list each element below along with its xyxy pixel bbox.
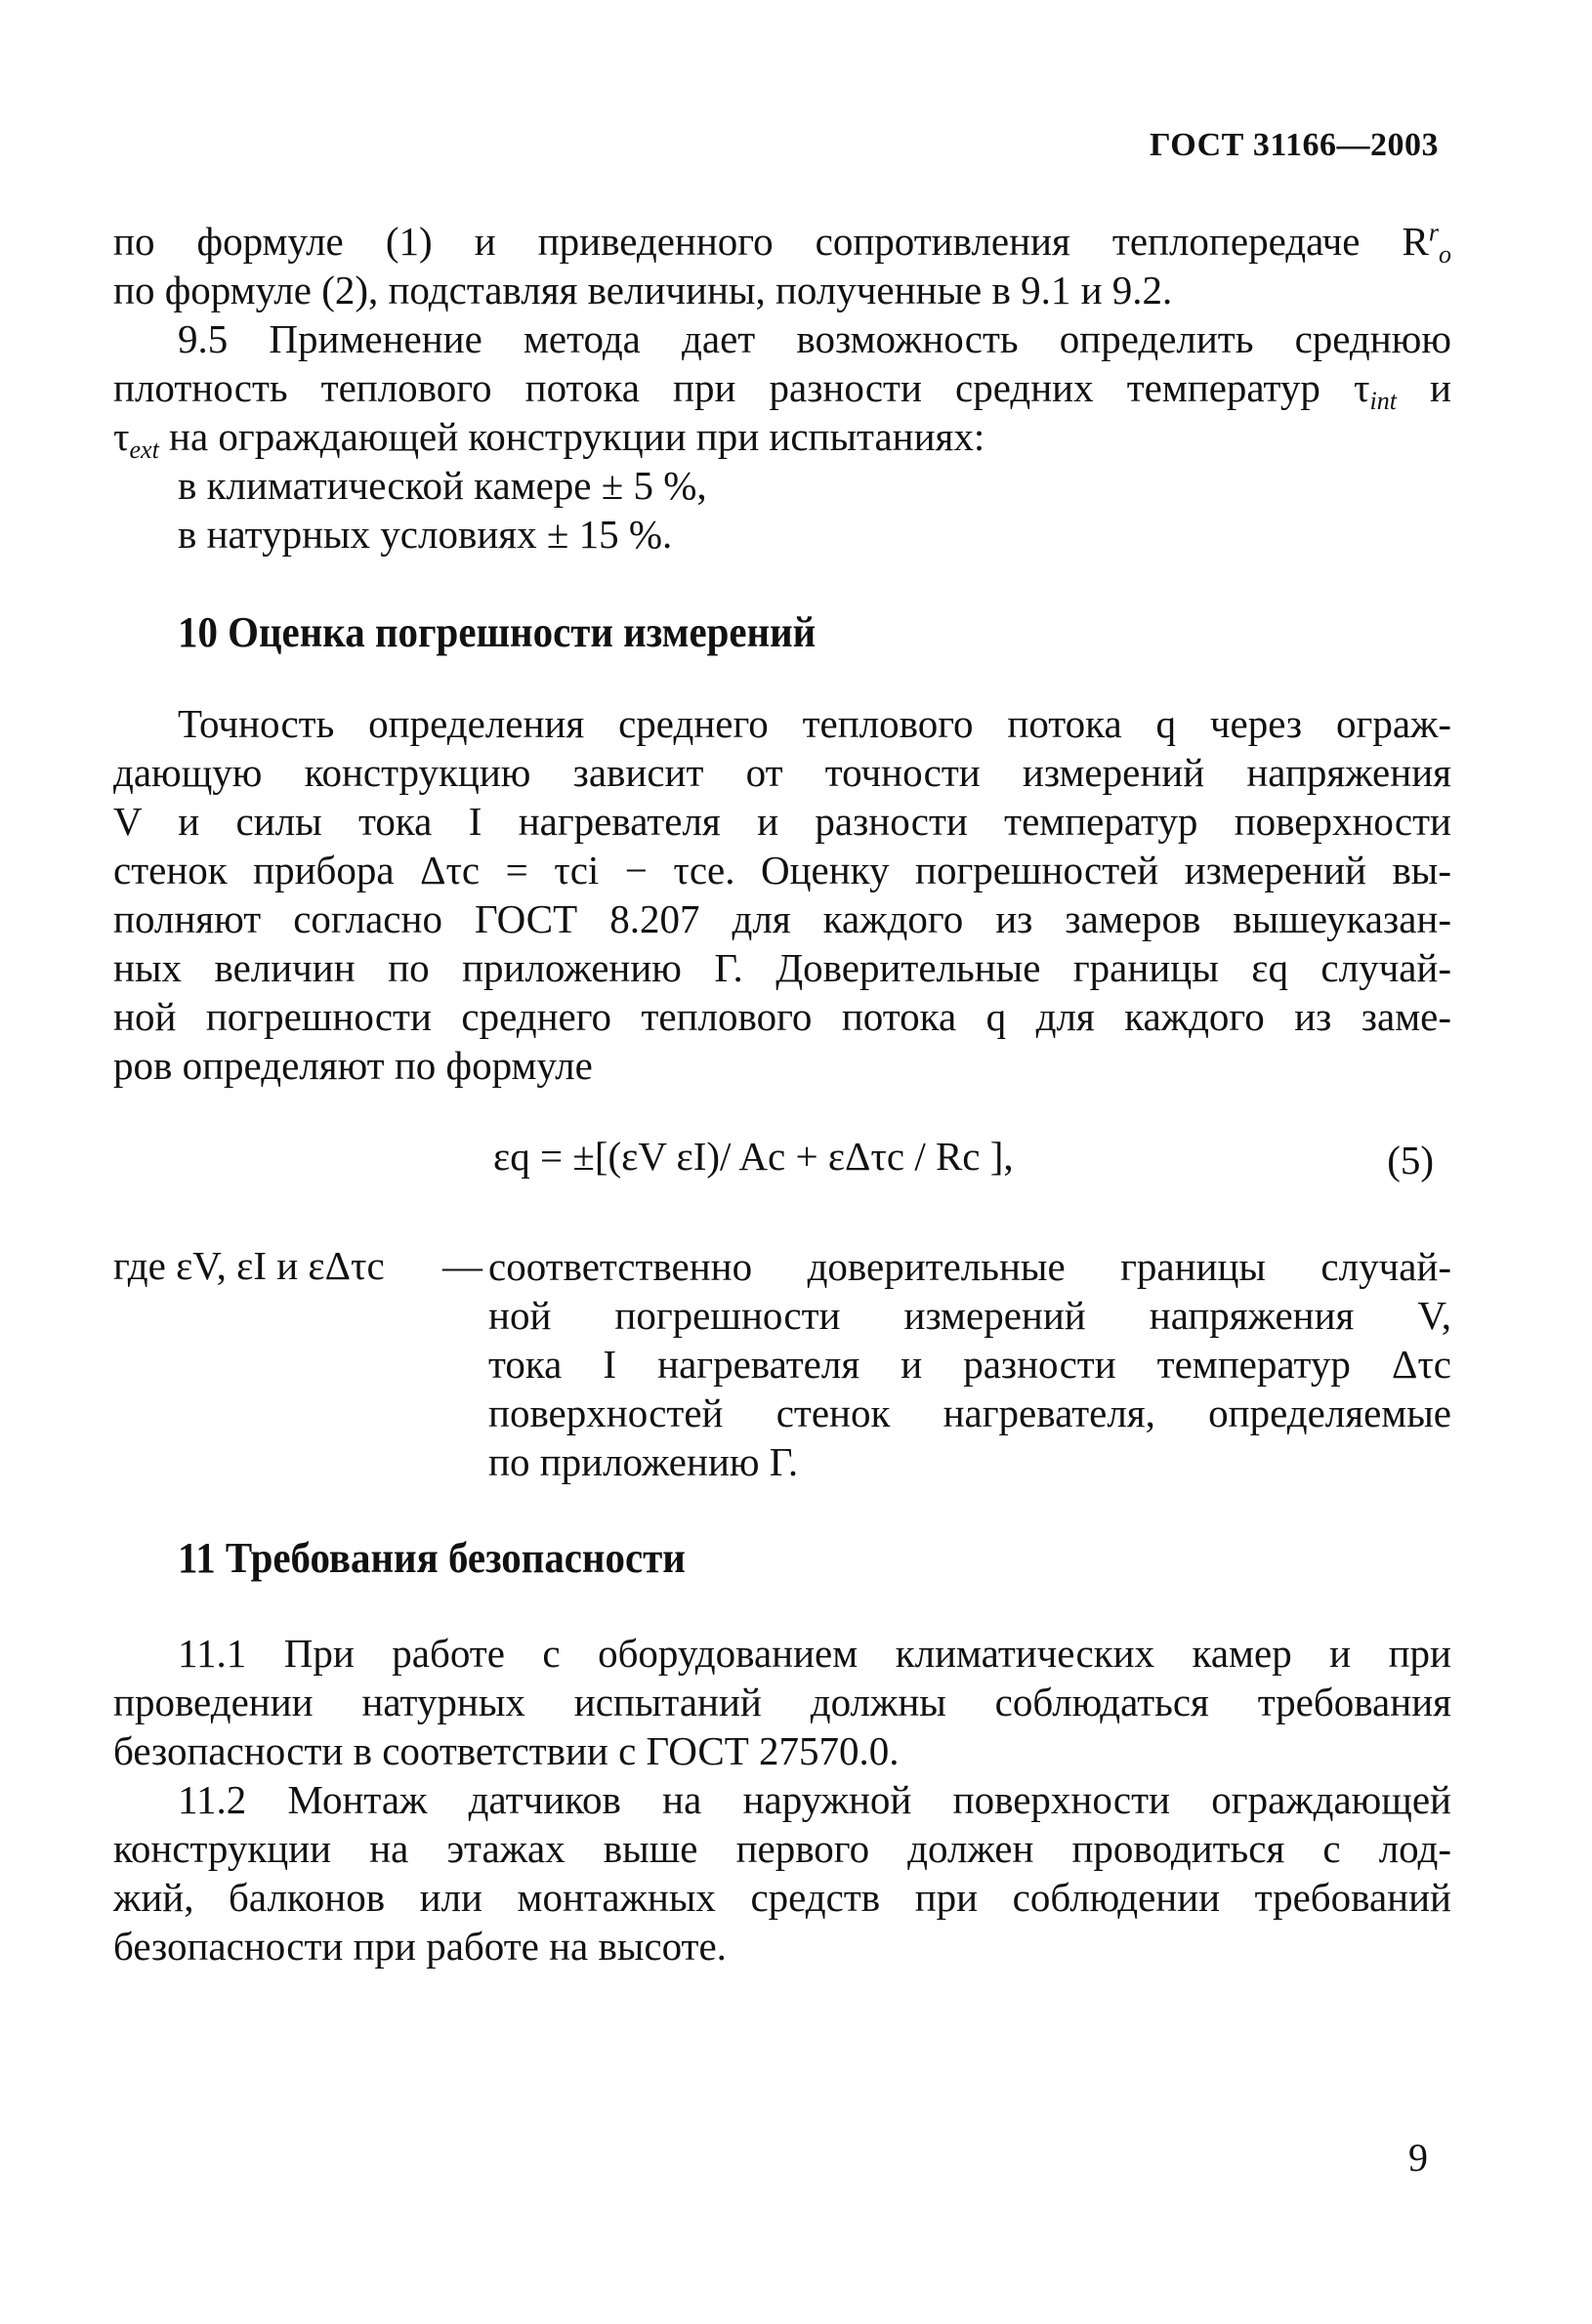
text-line: по формуле (1) и приведенного сопротивления теплопередаче $R^r_o$ [113,218,1451,269]
legend-line: по приложению Г. [488,1439,799,1484]
text-line: в натурных условиях ± 15 %. [178,512,673,557]
text-line: стенок прибора Δτc = τci − τce. Оценку погрешностей измерений вы- [113,848,1451,892]
legend-dash: — [442,1243,482,1288]
legend-line: тока I нагревателя и разности температур Δτc [488,1342,1451,1387]
text-line: ров определяют по формуле [113,1043,593,1088]
text-line: безопасности при работе на высоте. [113,1924,727,1969]
section-heading: 11 Требования безопасности [178,1534,686,1582]
text-line: 9.5 Применение метода дает возможность определить среднюю [178,316,1451,361]
text-line: Точность определения среднего теплового потока q через ограж- [178,701,1451,746]
text-line: дающую конструкцию зависит от точности измерений напряжения [113,750,1451,795]
text-line: 11.1 При работе с оборудованием климатических камер и при [178,1631,1451,1676]
text-line: конструкции на этажах выше первого должен проводиться с лод- [113,1826,1451,1871]
text-line: по формуле (2), подставляя величины, полученные в 9.1 и 9.2. [113,268,1173,312]
formula: εq = ±[(εV εI)/ Ac + εΔτc / Rc ], [493,1134,1014,1179]
text-line: плотность теплового потока при разности средних температур $\tau_{int}$ и [113,365,1451,415]
legend-line: поверхностей стенок нагревателя, определяемые [488,1390,1451,1435]
text-line: жий, балконов или монтажных средств при соблюдении требований [113,1875,1451,1920]
legend-line: ной погрешности измерений напряжения V, [488,1293,1451,1338]
section-heading: 10 Оценка погрешности измерений [178,608,817,656]
text-line: V и силы тока I нагревателя и разности температур поверхности [113,799,1451,844]
text-line: безопасности в соответствии с ГОСТ 27570.0. [113,1728,900,1773]
text-line: 11.2 Монтаж датчиков на наружной поверхности ограждающей [178,1777,1451,1822]
text-line: ной погрешности среднего теплового потока q для каждого из заме- [113,994,1451,1039]
text-line: $\tau_{ext}$ на ограждающей конструкции при испытаниях: [113,414,985,464]
page-number: 9 [1408,2136,1428,2179]
text-line: полняют согласно ГОСТ 8.207 для каждого из замеров вышеуказан- [113,896,1451,941]
legend-line: соответственно доверительные границы случай- [488,1244,1451,1289]
legend-symbols: где εV, εI и εΔτc [113,1243,385,1288]
text-line: проведении натурных испытаний должны соблюдаться требования [113,1680,1451,1724]
text-line: в климатической камере ± 5 %, [178,463,707,508]
text-line: ных величин по приложению Г. Доверительные границы εq случай- [113,945,1451,990]
document-code: ГОСТ 31166—2003 [1149,127,1439,163]
formula-number: (5) [1387,1138,1434,1183]
